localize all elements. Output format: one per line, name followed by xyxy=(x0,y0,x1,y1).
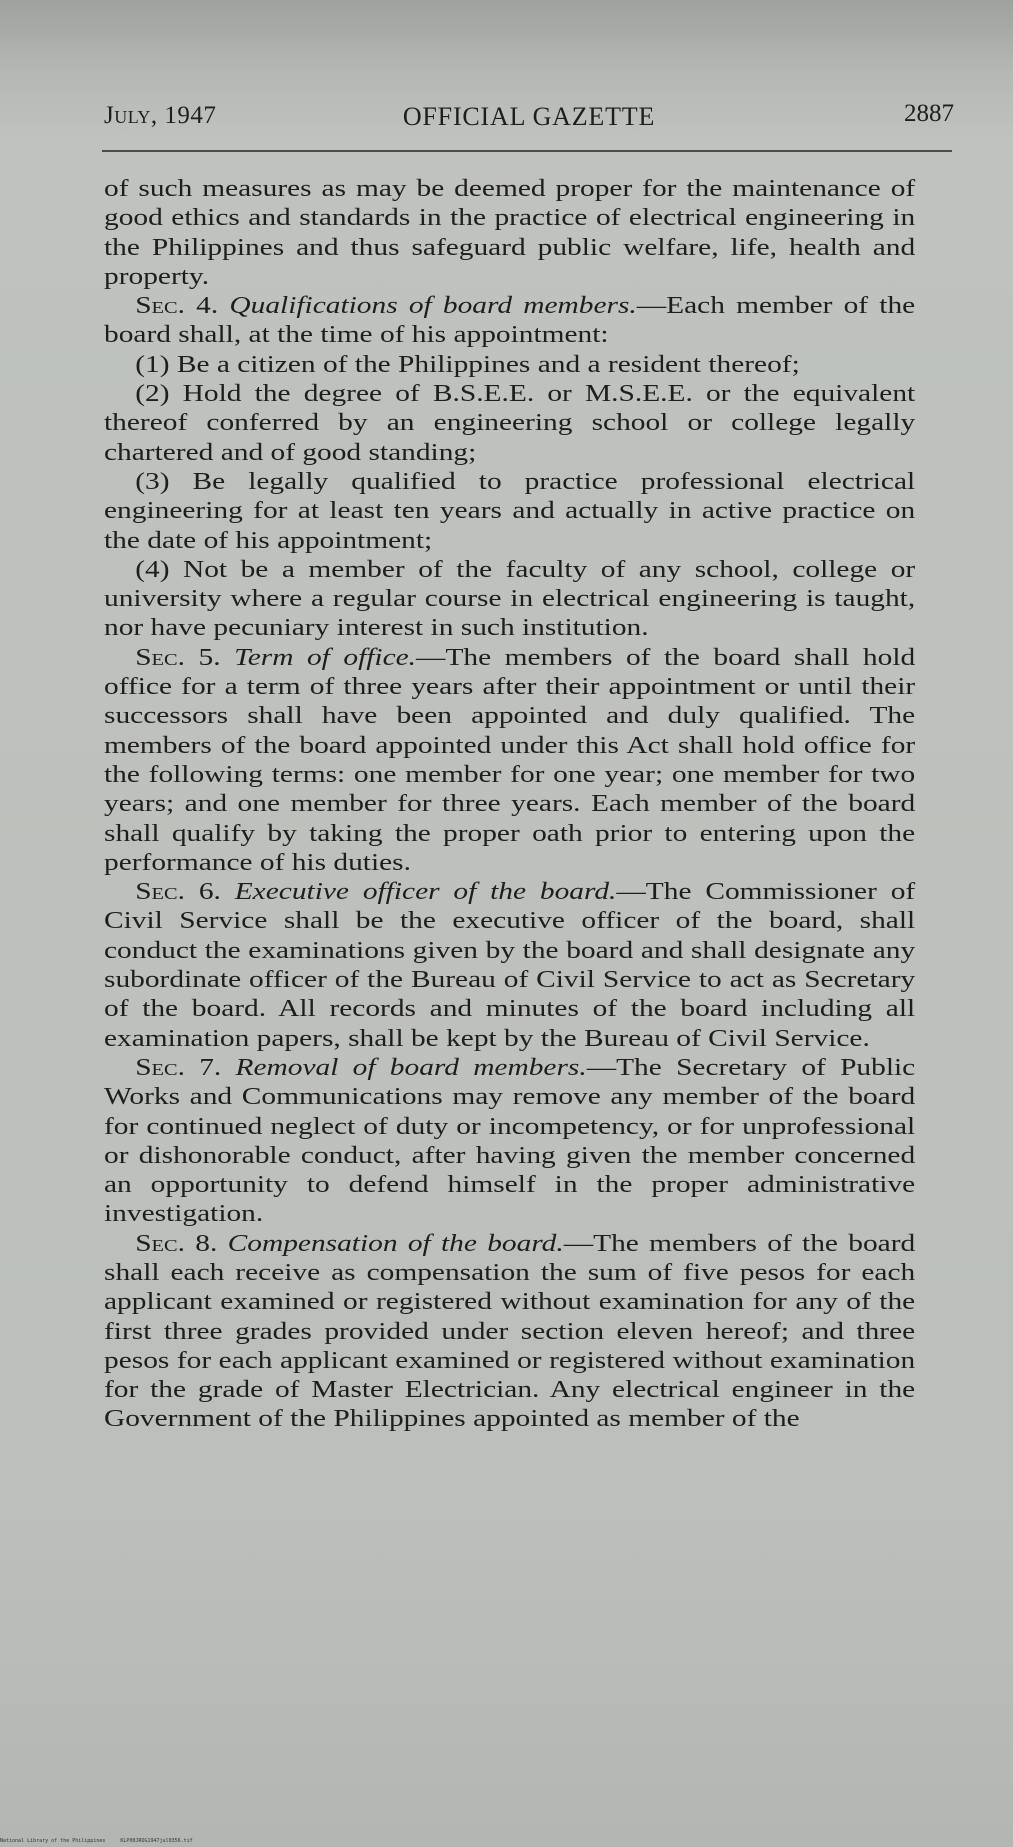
section-number: Sec. 7. xyxy=(135,1053,222,1081)
page-header xyxy=(104,102,954,142)
section-7 xyxy=(104,1053,915,1229)
body-text xyxy=(104,174,915,1434)
section-text: —Each member of the board shall, at the time of his appointment: xyxy=(104,292,916,349)
section-text: —The Secretary of Public Works and Communications may remove any member of the board for continued neglect of duty or incompetency, or for unprofessional or dishonorable conduct, after having given the member concerned an opportunity to defend himself in the proper administrative investigation. xyxy=(104,1053,916,1228)
section-heading: Removal of board members. xyxy=(235,1053,587,1081)
section-number: Sec. 5. xyxy=(135,643,221,671)
qualification-1: (1) Be a citizen of the Philippines and a resident thereof; xyxy=(135,350,800,378)
section-number: Sec. 8. xyxy=(135,1229,218,1257)
section-text: —The members of the board shall hold office for a term of three years after their appointment or until their successors shall have been appointed and duly qualified. The members of the board appointed under this Act shall hold office for the following terms: one member for one year; one member for two years; and one member for three years. Each member of the board shall qualify by taking the proper oath prior to entering upon the performance of his duties. xyxy=(104,643,916,876)
header-rule xyxy=(102,150,952,152)
section-heading: Term of office. xyxy=(234,643,417,671)
section-8 xyxy=(104,1229,915,1434)
section-heading: Executive officer of the board. xyxy=(234,878,617,906)
qualification-4: (4) Not be a member of the faculty of any school, college or university where a regular course in electrical engineering is taught, nor have pecuniary interest in such institution. xyxy=(104,555,916,642)
qualification-3: (3) Be legally qualified to practice professional electrical engineering for at least ten years and actually in active practice on the date of his appointment; xyxy=(104,467,916,554)
section-text: —The members of the board shall each receive as compensation the sum of five pesos for each applicant examined or registered without examination for any of the first three grades provided under section eleven hereof; and three pesos for each applicant examined or registered without examination for the grade of Master Electrician. Any electrical engineer in the Government of the Philippines appointed as member of the xyxy=(104,1229,916,1433)
header-title: OFFICIAL GAZETTE xyxy=(402,102,656,131)
paragraph: of such measures as may be deemed proper for the maintenance of good ethics and standards in the practice of electrical engineering in the Philippines and thus safeguard public welfare, life, health and property. xyxy=(104,175,916,290)
section-5 xyxy=(104,643,915,877)
qualification-2: (2) Hold the degree of B.S.E.E. or M.S.E.E. or the equivalent thereof conferred by an engineering school or college legally chartered and of good standing; xyxy=(104,380,916,466)
section-heading: Compensation of the board. xyxy=(227,1229,564,1257)
header-date: July, 1947 xyxy=(104,102,217,129)
section-number: Sec. 4. xyxy=(135,292,219,320)
header-page-number: 2887 xyxy=(904,100,954,127)
section-number: Sec. 6. xyxy=(135,878,221,906)
section-6 xyxy=(104,877,915,1053)
section-heading: Qualifications of board members. xyxy=(229,292,637,320)
section-text: —The Commissioner of Civil Service shall be the executive officer of the board, shall conduct the examinations given by the board and shall designate any subordinate officer of the Bureau of Civil Service to act as Secretary of the board. All records and minutes of the board including all examination papers, shall be kept by the Bureau of Civil Service. xyxy=(104,878,916,1052)
section-4 xyxy=(104,291,915,350)
scan-footer-caption: National Library of the Philippines KLP00JROG1947jul0356.tif xyxy=(0,1838,193,1844)
